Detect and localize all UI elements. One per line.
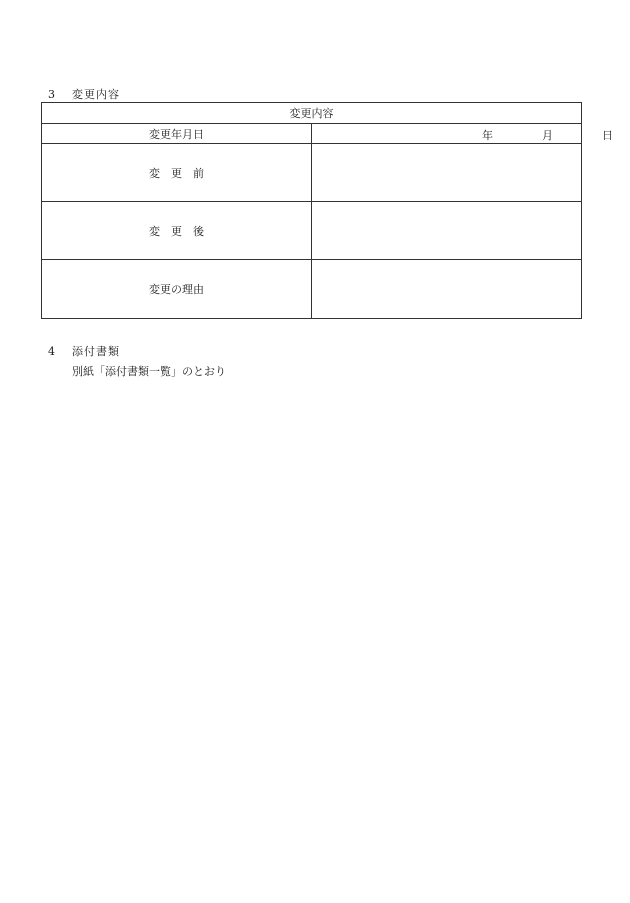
section-3-number: 3 <box>48 88 56 101</box>
section-4-number: 4 <box>48 345 56 358</box>
change-reason-row <box>42 260 582 319</box>
table-caption: 変更内容 <box>42 103 582 124</box>
date-day-unit: 日 <box>602 129 613 142</box>
change-date-label: 変更年月日 <box>42 124 312 144</box>
change-reason-label: 変更の理由 <box>42 260 312 319</box>
date-month-unit: 月 <box>542 129 553 142</box>
date-year-unit: 年 <box>482 129 493 142</box>
change-date-row <box>42 124 582 144</box>
after-change-row <box>42 202 582 260</box>
after-change-label: 変 更 後 <box>42 202 312 260</box>
before-change-row <box>42 144 582 202</box>
change-reason-value[interactable] <box>312 260 582 319</box>
after-change-value[interactable] <box>312 202 582 260</box>
before-change-value[interactable] <box>312 144 582 202</box>
before-change-label: 変 更 前 <box>42 144 312 202</box>
section-3-title: 変更内容 <box>72 88 120 101</box>
section-4-heading <box>48 343 120 359</box>
change-details-table <box>41 102 613 319</box>
change-date-value[interactable] <box>312 124 613 144</box>
section-3-heading <box>48 86 120 102</box>
section-4-title: 添付書類 <box>72 345 120 358</box>
attachments-note: 別紙「添付書類一覧」のとおり <box>72 365 226 378</box>
